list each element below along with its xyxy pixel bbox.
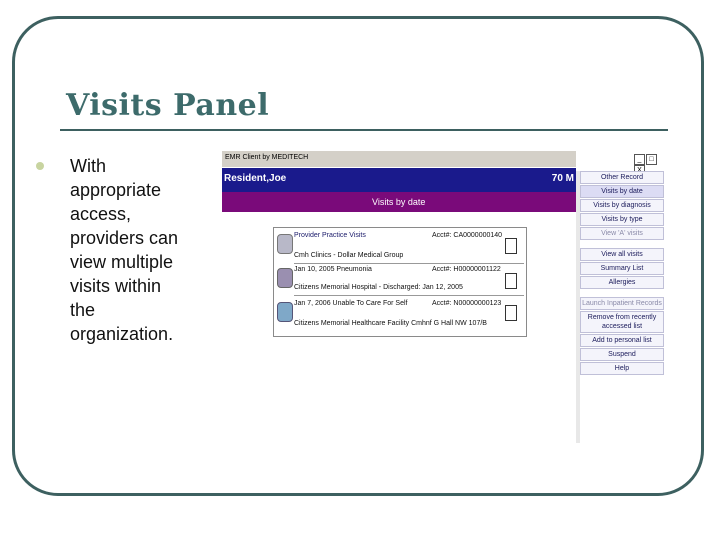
slide-title: Visits Panel bbox=[66, 88, 270, 123]
body-line: providers can bbox=[70, 228, 179, 248]
patient-name: Resident,Joe bbox=[224, 173, 287, 184]
row-divider bbox=[294, 295, 524, 296]
menu-item-add-personal[interactable]: Add to personal list bbox=[580, 334, 664, 347]
visit-account: Acct#: H00000001122 bbox=[432, 266, 501, 273]
view-label: Visits by date bbox=[372, 197, 426, 207]
stethoscope-icon bbox=[277, 234, 293, 254]
visits-list bbox=[273, 227, 527, 337]
menu-item-help[interactable]: Help bbox=[580, 362, 664, 375]
view-header bbox=[222, 192, 576, 212]
visit-title: Jan 7, 2006 Unable To Care For Self bbox=[294, 300, 408, 307]
menu-item-other-record[interactable]: Other Record bbox=[580, 171, 664, 184]
visit-account: Acct#: CA0000000140 bbox=[432, 232, 503, 239]
menu-item-visits-by-type[interactable]: Visits by type bbox=[580, 213, 664, 226]
visit-title: Provider Practice Visits bbox=[294, 232, 366, 239]
menu-item-allergies[interactable]: Allergies bbox=[580, 276, 664, 289]
body-line: view multiple bbox=[70, 252, 174, 272]
body-line: organization. bbox=[70, 324, 174, 344]
menu-item-remove-recent[interactable]: Remove from recently accessed list bbox=[580, 311, 664, 333]
side-menu bbox=[580, 171, 664, 376]
minimize-button[interactable]: _ bbox=[634, 154, 645, 165]
visit-facility: Citizens Memorial Healthcare Facility Cmhnf G Hall NW 107/B bbox=[294, 320, 487, 327]
patient-header bbox=[222, 168, 576, 192]
visit-account: Acct#: N00000000123 bbox=[432, 300, 502, 307]
bullet-icon bbox=[36, 162, 44, 170]
menu-item-view-a-visits[interactable]: View 'A' visits bbox=[580, 227, 664, 240]
visit-checkbox[interactable] bbox=[505, 238, 517, 254]
menu-item-summary-list[interactable]: Summary List bbox=[580, 262, 664, 275]
body-line: visits within bbox=[70, 276, 162, 296]
title-rule bbox=[60, 129, 668, 131]
body-line: With bbox=[70, 156, 106, 176]
window-titlebar bbox=[222, 151, 576, 167]
emr-window bbox=[222, 151, 664, 443]
visit-checkbox[interactable] bbox=[505, 305, 517, 321]
menu-item-visits-by-date[interactable]: Visits by date bbox=[580, 185, 664, 198]
slide-body bbox=[70, 154, 210, 346]
maximize-button[interactable]: □ bbox=[646, 154, 657, 165]
facility-icon bbox=[277, 302, 293, 322]
menu-item-launch-inpatient[interactable]: Launch Inpatient Records bbox=[580, 297, 664, 310]
row-divider bbox=[294, 263, 524, 264]
patient-icon bbox=[277, 268, 293, 288]
window-title: EMR Client by MEDITECH bbox=[225, 154, 309, 161]
menu-item-view-all-visits[interactable]: View all visits bbox=[580, 248, 664, 261]
menu-item-suspend[interactable]: Suspend bbox=[580, 348, 664, 361]
visit-facility: Cmh Clinics - Dollar Medical Group bbox=[294, 252, 404, 259]
body-line: the bbox=[70, 300, 96, 320]
patient-age-sex: 70 M bbox=[551, 173, 574, 184]
visit-title: Jan 10, 2005 Pneumonia bbox=[294, 266, 372, 273]
visit-facility: Citizens Memorial Hospital - Discharged: Jan 12, 2005 bbox=[294, 284, 463, 291]
body-line: appropriate bbox=[70, 180, 162, 200]
menu-item-visits-by-diagnosis[interactable]: Visits by diagnosis bbox=[580, 199, 664, 212]
visit-checkbox[interactable] bbox=[505, 273, 517, 289]
body-line: access, bbox=[70, 204, 132, 224]
